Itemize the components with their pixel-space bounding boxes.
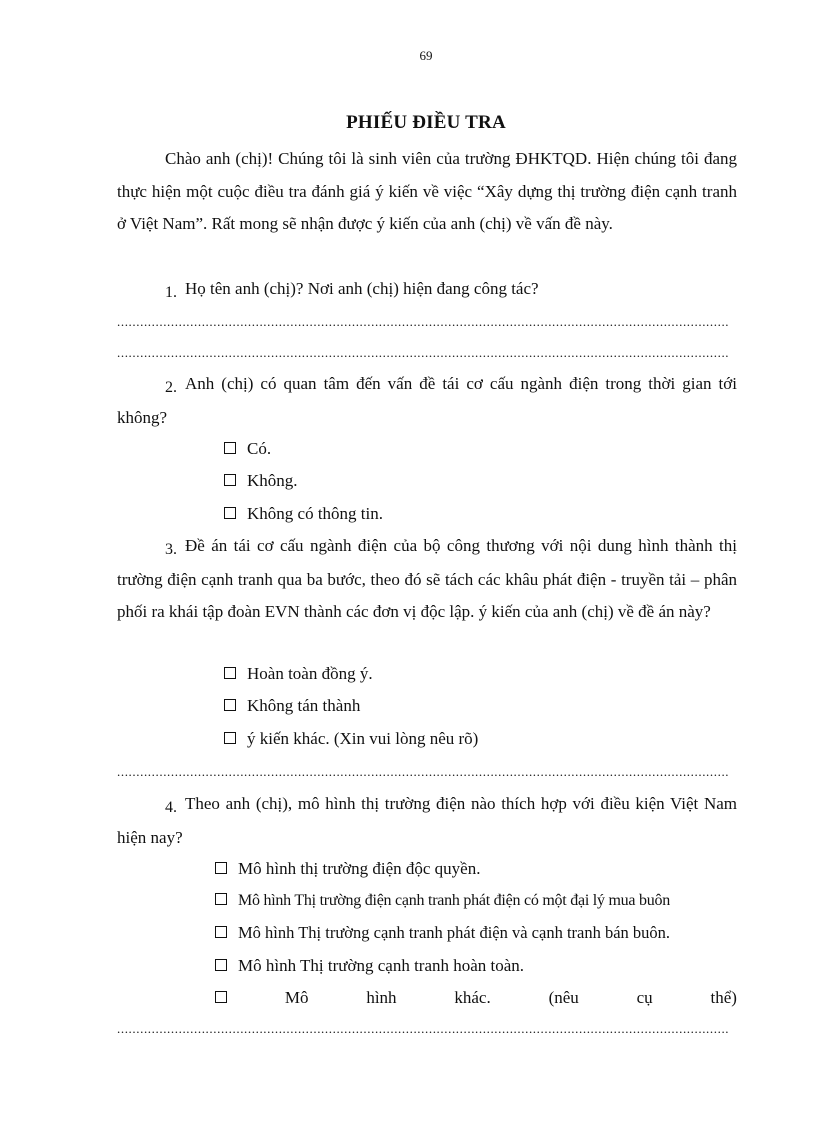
- intro-paragraph: Chào anh (chị)! Chúng tôi là sinh viên của trường ĐHKTQD. Hiện chúng tôi đang thực hiện một cuộc điều tra đánh giá ý kiến về việc “Xây dựng thị trường điện cạnh tranh ở Việt Nam”. Rất mong sẽ nhận được ý kiến của anh (chị) về vấn đề này.: [117, 149, 737, 233]
- checkbox-icon[interactable]: [215, 862, 227, 874]
- q4-option-single-buyer[interactable]: [215, 889, 670, 913]
- page-number: 69: [419, 48, 433, 63]
- checkbox-icon[interactable]: [215, 893, 227, 905]
- answer-line-1a[interactable]: ...............................................................................................................................................................: [117, 314, 730, 329]
- answer-line-1b[interactable]: ...............................................................................................................................................................: [117, 345, 730, 360]
- q4-option-wholesale[interactable]: [215, 921, 670, 945]
- q3-option-other[interactable]: [224, 727, 478, 751]
- question-4: [117, 788, 737, 854]
- checkbox-icon[interactable]: [224, 474, 236, 486]
- q3-option-label: Không tán thành: [247, 696, 361, 715]
- question-3-text: Đề án tái cơ cấu ngành điện của bộ công thương với nội dung hình thành thị trường điện cạnh tranh qua ba bước, theo đó sẽ tách các khâu phát điện - truyền tải – phân phối ra khái tập đoàn EVN thành các đơn vị độc lập. ý kiến của anh (chị) về đề án này?: [117, 536, 737, 621]
- checkbox-icon[interactable]: [224, 699, 236, 711]
- q2-option-label: Có.: [247, 439, 272, 458]
- q2-option-label: Không.: [247, 471, 298, 490]
- question-2-text: Anh (chị) có quan tâm đến vấn đề tái cơ cấu ngành điện trong thời gian tới không?: [117, 374, 737, 427]
- q3-option-label: ý kiến khác. (Xin vui lòng nêu rõ): [247, 729, 479, 748]
- question-3-number: 3.: [165, 541, 177, 558]
- q3-option-label: Hoàn toàn đồng ý.: [247, 664, 373, 683]
- q4-option-label: Mô hình Thị trường điện cạnh tranh phát điện có một đại lý mua buôn: [238, 892, 671, 909]
- question-4-text: Theo anh (chị), mô hình thị trường điện nào thích hợp với điều kiện Việt Nam hiện nay?: [117, 794, 737, 847]
- question-2-number: 2.: [165, 379, 177, 396]
- q4-option-label: Mô hình thị trường điện độc quyền.: [238, 859, 481, 878]
- question-4-number: 4.: [165, 799, 177, 816]
- question-3: [117, 530, 737, 629]
- question-1: [117, 273, 737, 307]
- checkbox-icon[interactable]: [215, 991, 227, 1003]
- q4-option-full-competition[interactable]: [215, 954, 524, 978]
- q4-option-monopoly[interactable]: [215, 857, 480, 881]
- answer-line-4[interactable]: ...............................................................................................................................................................: [117, 1021, 730, 1036]
- q3-option-disagree[interactable]: [224, 694, 360, 718]
- question-1-number: 1.: [165, 284, 177, 301]
- q4-other-word: khác.: [454, 988, 491, 1007]
- checkbox-icon[interactable]: [224, 507, 236, 519]
- q2-option-no-info[interactable]: [224, 502, 383, 526]
- q2-option-label: Không có thông tin.: [247, 504, 383, 523]
- q4-other-word: (nêu: [548, 988, 579, 1007]
- q4-other-word: hình: [366, 988, 397, 1007]
- checkbox-icon[interactable]: [224, 732, 236, 744]
- answer-line-3[interactable]: ...............................................................................................................................................................: [117, 764, 730, 779]
- q4-other-word: cụ: [636, 988, 653, 1007]
- q2-option-no[interactable]: [224, 469, 298, 493]
- page-title: PHIẾU ĐIỀU TRA: [346, 112, 506, 133]
- checkbox-icon[interactable]: [224, 667, 236, 679]
- question-2: [117, 368, 737, 434]
- checkbox-icon[interactable]: [215, 959, 227, 971]
- q4-option-other[interactable]: [215, 986, 737, 1010]
- q4-other-word: Mô: [284, 988, 309, 1007]
- q3-option-agree[interactable]: [224, 662, 373, 686]
- checkbox-icon[interactable]: [224, 442, 236, 454]
- q4-option-label: Mô hình Thị trường cạnh tranh hoàn toàn.: [238, 956, 525, 975]
- checkbox-icon[interactable]: [215, 926, 227, 938]
- q4-other-word: thể): [710, 988, 737, 1007]
- q2-option-yes[interactable]: [224, 437, 271, 461]
- q4-option-label: Mô hình Thị trường cạnh tranh phát điện và cạnh tranh bán buôn.: [238, 923, 671, 942]
- question-1-text: Họ tên anh (chị)? Nơi anh (chị) hiện đang công tác?: [185, 279, 539, 298]
